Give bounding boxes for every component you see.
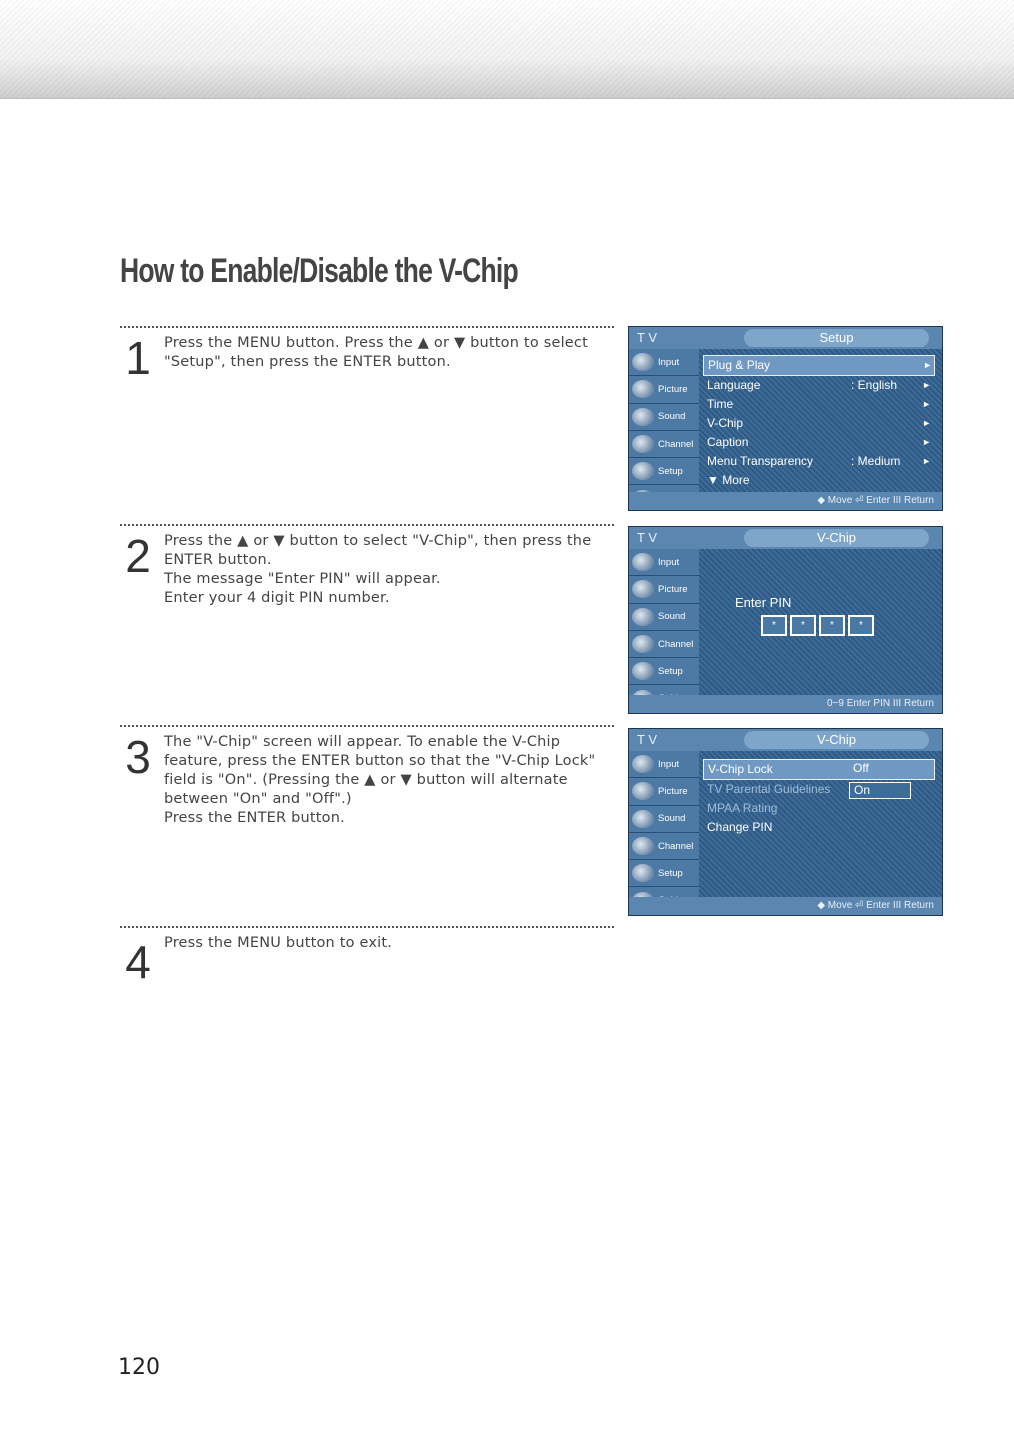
picture-icon bbox=[632, 580, 654, 598]
menu-item-label: Caption bbox=[707, 435, 749, 449]
arrow-right-icon: ► bbox=[923, 360, 932, 370]
setup-icon bbox=[632, 864, 654, 882]
sidebar-item-label: Picture bbox=[658, 383, 688, 395]
sidebar-item-label: Channel bbox=[658, 438, 694, 450]
step-paragraph: The "V-Chip" screen will appear. To enable the V-Chip feature, press the ENTER button so that the "V-Chip Lock" field is "On". (Pressing the ▲ or ▼ button will alternate between "On" and "Off".) bbox=[164, 734, 596, 807]
sidebar-item-label: Input bbox=[658, 356, 680, 368]
menu-item-label: TV Parental Guidelines bbox=[707, 782, 831, 796]
sound-icon bbox=[632, 408, 654, 426]
sidebar-item-label: Sound bbox=[658, 611, 686, 623]
sidebar-item-label: Input bbox=[658, 556, 680, 568]
v-chip-lock-value-off[interactable]: Off bbox=[849, 761, 909, 776]
pin-digit-box[interactable]: * bbox=[848, 615, 874, 636]
sidebar-item-channel[interactable] bbox=[629, 631, 699, 658]
sidebar-item-channel[interactable] bbox=[629, 833, 699, 860]
sidebar-item-label: Picture bbox=[658, 583, 688, 595]
menu-item-time[interactable] bbox=[703, 395, 933, 414]
osd-sidebar bbox=[629, 751, 699, 915]
step-divider bbox=[120, 926, 614, 928]
footer-hints: ◆ Move ⏎ Enter III Return bbox=[817, 900, 934, 911]
page-number: 120 bbox=[118, 1355, 160, 1380]
menu-item-label: V-Chip Lock bbox=[708, 762, 773, 776]
menu-item-label: Change PIN bbox=[707, 820, 773, 834]
sidebar-item-setup[interactable] bbox=[629, 658, 699, 685]
step-paragraph: The message "Enter PIN" will appear. bbox=[164, 571, 441, 587]
menu-item-v-chip[interactable] bbox=[703, 414, 933, 433]
sidebar-item-input[interactable] bbox=[629, 549, 699, 576]
step-3 bbox=[120, 725, 614, 915]
sidebar-item-sound[interactable] bbox=[629, 604, 699, 631]
input-icon bbox=[632, 553, 654, 571]
arrow-right-icon: ► bbox=[922, 399, 931, 409]
menu-item-plug-and-play[interactable] bbox=[703, 355, 935, 376]
sidebar-item-picture[interactable] bbox=[629, 576, 699, 603]
sidebar-item-label: Sound bbox=[658, 411, 686, 423]
step-divider bbox=[120, 725, 614, 727]
step-text bbox=[164, 733, 614, 828]
menu-item-label: V-Chip bbox=[707, 416, 744, 430]
osd-sidebar bbox=[629, 549, 699, 713]
tv-screen-v-chip bbox=[628, 728, 943, 916]
sidebar-item-picture[interactable] bbox=[629, 778, 699, 805]
step-number: 2 bbox=[125, 530, 151, 582]
menu-item-label: Menu Transparency bbox=[707, 454, 814, 468]
setup-icon bbox=[632, 462, 654, 480]
sidebar-item-label: Setup bbox=[658, 665, 683, 677]
step-4 bbox=[120, 926, 614, 996]
enter-pin-label: Enter PIN bbox=[735, 595, 792, 610]
footer-hints: 0~9 Enter PIN III Return bbox=[827, 698, 934, 709]
tv-screen-enter-pin bbox=[628, 526, 943, 714]
menu-title: Setup bbox=[744, 329, 929, 347]
footer-hints: ◆ Move ⏎ Enter III Return bbox=[817, 495, 934, 506]
page-title: How to Enable/Disable the V-Chip bbox=[120, 252, 518, 290]
channel-icon bbox=[632, 837, 654, 855]
source-label: T V bbox=[637, 330, 657, 345]
step-paragraph: Press the ▲ or ▼ button to select "V-Chip", then press the ENTER button. bbox=[164, 533, 592, 568]
menu-item-label: Time bbox=[707, 397, 734, 411]
sidebar-item-picture[interactable] bbox=[629, 376, 699, 403]
step-number: 1 bbox=[125, 332, 151, 384]
sidebar-item-label: Setup bbox=[658, 465, 683, 477]
step-2 bbox=[120, 524, 614, 714]
sidebar-item-sound[interactable] bbox=[629, 806, 699, 833]
screen-top-bar bbox=[629, 327, 942, 349]
picture-icon bbox=[632, 380, 654, 398]
step-number: 3 bbox=[125, 731, 151, 783]
step-1 bbox=[120, 326, 614, 516]
menu-item-more[interactable] bbox=[703, 471, 933, 490]
input-icon bbox=[632, 755, 654, 773]
sidebar-item-label: Channel bbox=[658, 840, 694, 852]
sidebar-item-setup[interactable] bbox=[629, 860, 699, 887]
input-icon bbox=[632, 353, 654, 371]
channel-icon bbox=[632, 635, 654, 653]
step-divider bbox=[120, 326, 614, 328]
sound-icon bbox=[632, 608, 654, 626]
sidebar-item-label: Setup bbox=[658, 867, 683, 879]
arrow-right-icon: ► bbox=[922, 380, 931, 390]
channel-icon bbox=[632, 435, 654, 453]
step-text bbox=[164, 934, 614, 953]
step-text bbox=[164, 334, 614, 372]
arrow-right-icon: ► bbox=[922, 437, 931, 447]
menu-item-value: : English bbox=[851, 378, 898, 392]
picture-icon bbox=[632, 782, 654, 800]
menu-title: V-Chip bbox=[744, 529, 929, 547]
screen-top-bar bbox=[629, 527, 942, 549]
sidebar-item-channel[interactable] bbox=[629, 431, 699, 458]
sound-icon bbox=[632, 810, 654, 828]
sidebar-item-sound[interactable] bbox=[629, 404, 699, 431]
sidebar-item-label: Picture bbox=[658, 785, 688, 797]
sidebar-item-input[interactable] bbox=[629, 349, 699, 376]
sidebar-item-label: Sound bbox=[658, 813, 686, 825]
step-text bbox=[164, 532, 614, 608]
screen-footer bbox=[629, 897, 942, 915]
step-paragraph: Press the MENU button to exit. bbox=[164, 935, 393, 951]
step-paragraph: Press the ENTER button. bbox=[164, 810, 345, 826]
sidebar-item-label: Channel bbox=[658, 638, 694, 650]
pin-digit-box[interactable]: * bbox=[819, 615, 845, 636]
screen-footer bbox=[629, 492, 942, 510]
pin-input[interactable] bbox=[761, 615, 874, 636]
sidebar-item-label: Input bbox=[658, 758, 680, 770]
menu-item-mpaa-rating[interactable] bbox=[703, 799, 933, 818]
osd-sidebar bbox=[629, 349, 699, 511]
source-label: T V bbox=[637, 732, 657, 747]
pin-digit-box[interactable]: * bbox=[761, 615, 787, 636]
menu-item-caption[interactable] bbox=[703, 433, 933, 452]
source-label: T V bbox=[637, 530, 657, 545]
menu-item-label: ▼ More bbox=[707, 473, 750, 487]
screen-top-bar bbox=[629, 729, 942, 751]
v-chip-lock-value-on[interactable]: On bbox=[849, 782, 911, 799]
header-band bbox=[0, 0, 1014, 99]
menu-item-label: Plug & Play bbox=[708, 358, 771, 372]
step-paragraph: Enter your 4 digit PIN number. bbox=[164, 590, 390, 606]
menu-item-label: MPAA Rating bbox=[707, 801, 778, 815]
menu-item-menu-transparency[interactable] bbox=[703, 452, 933, 471]
pin-digit-box[interactable]: * bbox=[790, 615, 816, 636]
sidebar-item-setup[interactable] bbox=[629, 458, 699, 485]
menu-item-value: : Medium bbox=[851, 454, 901, 468]
arrow-right-icon: ► bbox=[922, 418, 931, 428]
step-divider bbox=[120, 524, 614, 526]
arrow-right-icon: ► bbox=[922, 456, 931, 466]
step-paragraph: Press the MENU button. Press the ▲ or ▼ button to select "Setup", then press the ENTER button. bbox=[164, 335, 588, 370]
menu-item-language[interactable] bbox=[703, 376, 933, 395]
step-number: 4 bbox=[125, 936, 151, 988]
menu-title: V-Chip bbox=[744, 731, 929, 749]
screen-footer bbox=[629, 695, 942, 713]
menu-item-label: Language bbox=[707, 378, 761, 392]
setup-icon bbox=[632, 662, 654, 680]
menu-item-change-pin[interactable] bbox=[703, 818, 933, 837]
sidebar-item-input[interactable] bbox=[629, 751, 699, 778]
tv-screen-setup bbox=[628, 326, 943, 511]
